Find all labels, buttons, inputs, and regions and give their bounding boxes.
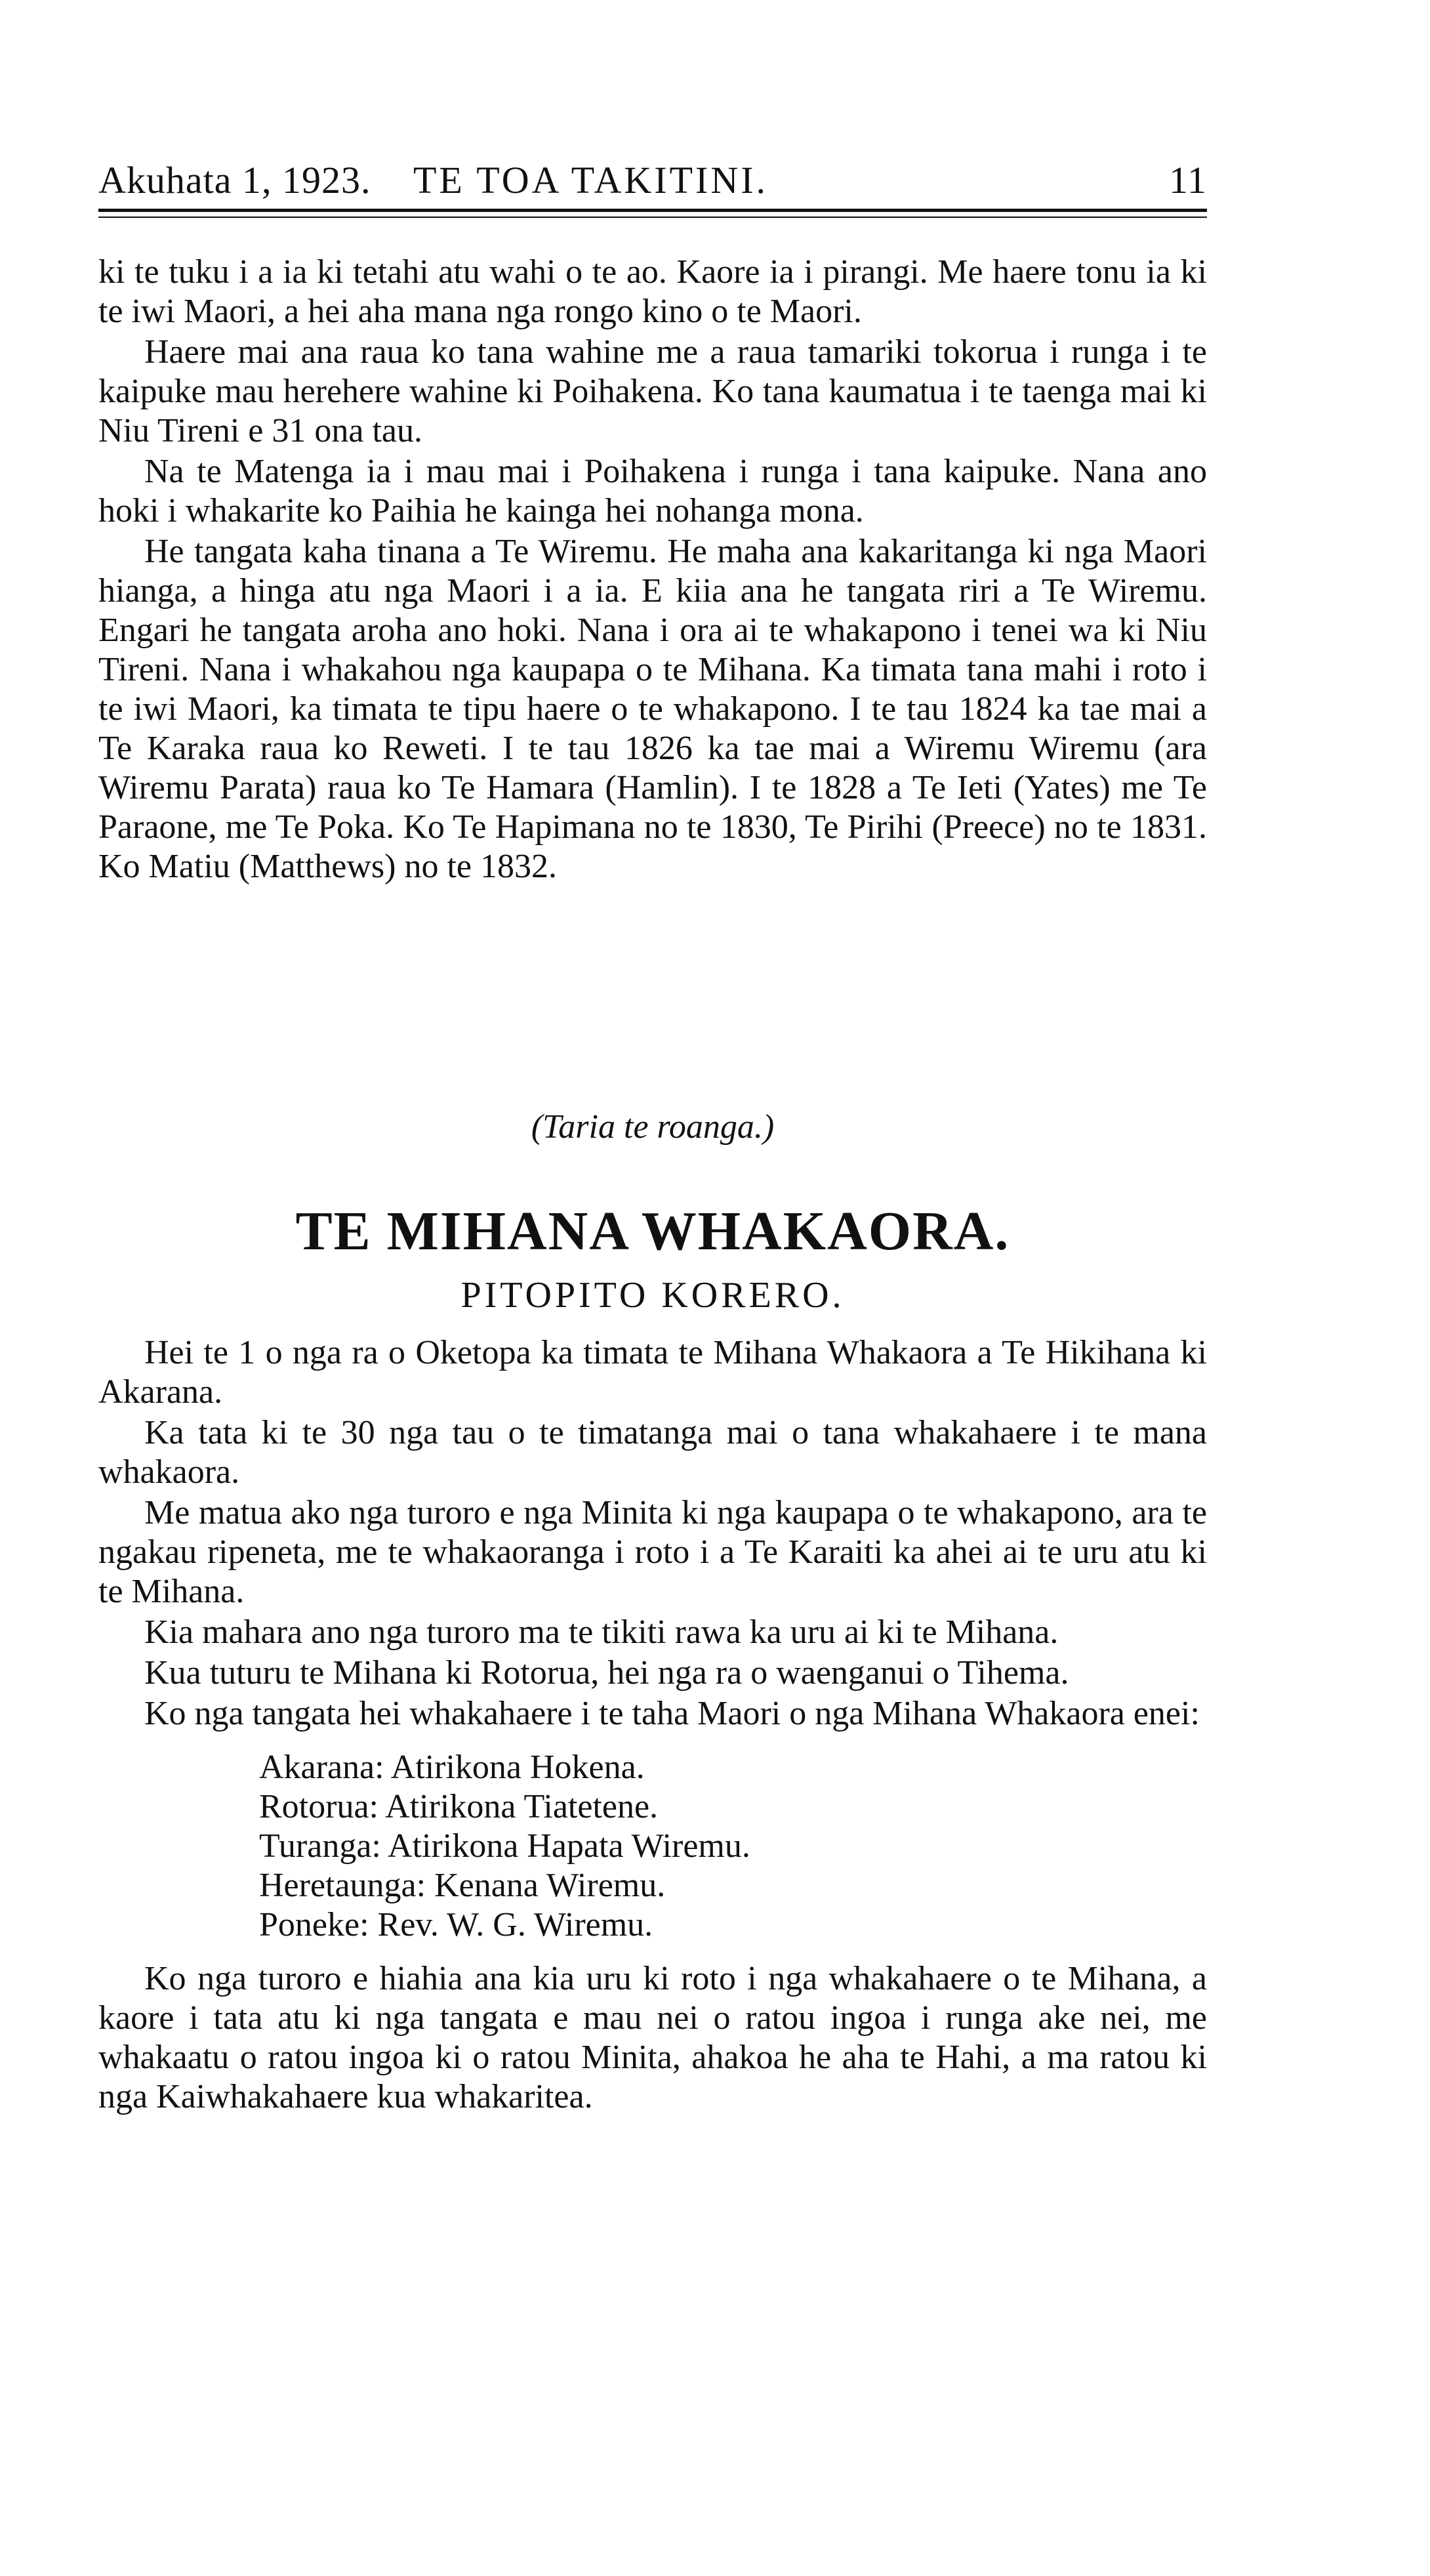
article-2-paragraph: Kia mahara ano nga turoro ma te tikiti rawa ka uru ai ki te Mihana. — [144, 1613, 1059, 1651]
continued-note: (Taria te roanga.) — [531, 1108, 775, 1146]
officer-entry: Akarana: Atirikona Hokena. — [259, 1749, 645, 1786]
officer-entry: Poneke: Rev. W. G. Wiremu. — [259, 1906, 653, 1943]
officer-entry: Rotorua: Atirikona Tiatetene. — [259, 1788, 659, 1825]
article-2-subtitle: PITOPITO KORERO. — [460, 1275, 845, 1316]
article-1-paragraph: ki te tuku i a ia ki tetahi atu wahi o te ao. Kaore ia i pirangi. Me haere tonu ia ki te iwi Maori, a hei aha mana nga rongo kino o te Maori. — [98, 253, 1207, 330]
officer-entry: Turanga: Atirikona Hapata Wiremu. — [259, 1827, 750, 1865]
article-2-paragraph: Hei te 1 o nga ra o Oketopa ka timata te Mihana Whakaora a Te Hikihana ki Akarana. — [98, 1334, 1207, 1411]
article-2-closing-paragraph: Ko nga turoro e hiahia ana kia uru ki roto i nga whakahaere o te Mihana, a kaore i tata atu ki nga tangata e mau nei o ratou ingoa i runga ake nei, me whakaatu o ratou ingoa ki o ratou Minita, ahakoa he aha te Hahi, a ma ratou ki nga Kaiwhakahaere kua whakaritea. — [98, 1960, 1207, 2115]
mission-officers-list — [259, 1748, 1207, 1945]
article-2-title: TE MIHANA WHAKAORA. — [295, 1201, 1010, 1262]
article-2-paragraph: Kua tuturu te Mihana ki Rotorua, hei nga ra o waenganui o Tihema. — [144, 1654, 1069, 1692]
article-1-body — [98, 253, 1207, 888]
issue-date: Akuhata 1, 1923. — [98, 159, 371, 201]
header-rule-thick — [98, 209, 1207, 212]
article-2-paragraph: Ko nga tangata hei whakahaere i te taha Maori o nga Mihana Whakaora enei: — [144, 1695, 1200, 1732]
officer-entry: Heretaunga: Kenana Wiremu. — [259, 1867, 666, 1904]
article-1-paragraph: He tangata kaha tinana a Te Wiremu. He maha ana kakaritanga ki nga Maori hianga, a hinga atu nga Maori i a ia. E kiia ana he tangata riri a Te Wiremu. Engari he tangata aroha ano hoki. Nana i ora ai te whakapono i tenei wa ki Niu Tireni. Nana i whakahou nga kaupapa o te Mihana. Ka timata tana mahi i roto i te iwi Maori, ka timata te tipu haere o te whakapono. I te tau 1824 ka tae mai a Te Karaka raua ko Reweti. I te tau 1826 ka tae mai a Wiremu Wiremu (ara Wiremu Parata) raua ko Te Hamara (Hamlin). I te 1828 a Te Ieti (Yates) me Te Paraone, me Te Poka. Ko Te Hapimana no te 1830, Te Pirihi (Preece) no te 1831. Ko Matiu (Matthews) no te 1832. — [98, 533, 1207, 885]
article-1-paragraph: Na te Matenga ia i mau mai i Poihakena i runga i tana kaipuke. Nana ano hoki i whakarite ko Paihia he kainga hei nohanga mona. — [98, 453, 1207, 530]
article-2-paragraph: Me matua ako nga turoro e nga Minita ki nga kaupapa o te whakapono, ara te ngakau ripeneta, me te whakaoranga i roto i a Te Karaiti ka ahei ai te uru atu ki te Mihana. — [98, 1494, 1207, 1610]
publication-title: TE TOA TAKITINI. — [413, 159, 769, 201]
article-2-paragraph: Ka tata ki te 30 nga tau o te timatanga mai o tana whakahaere i te mana whakaora. — [98, 1414, 1207, 1491]
article-2-body — [98, 1333, 1207, 2118]
article-1-paragraph: Haere mai ana raua ko tana wahine me a raua tamariki tokorua i runga i te kaipuke mau herehere wahine ki Poihakena. Ko tana kaumatua i te taenga mai ki Niu Tireni e 31 ona tau. — [98, 333, 1207, 449]
page-header — [98, 150, 1207, 202]
page-number: 11 — [1169, 159, 1207, 201]
header-rule-thin — [98, 217, 1207, 218]
